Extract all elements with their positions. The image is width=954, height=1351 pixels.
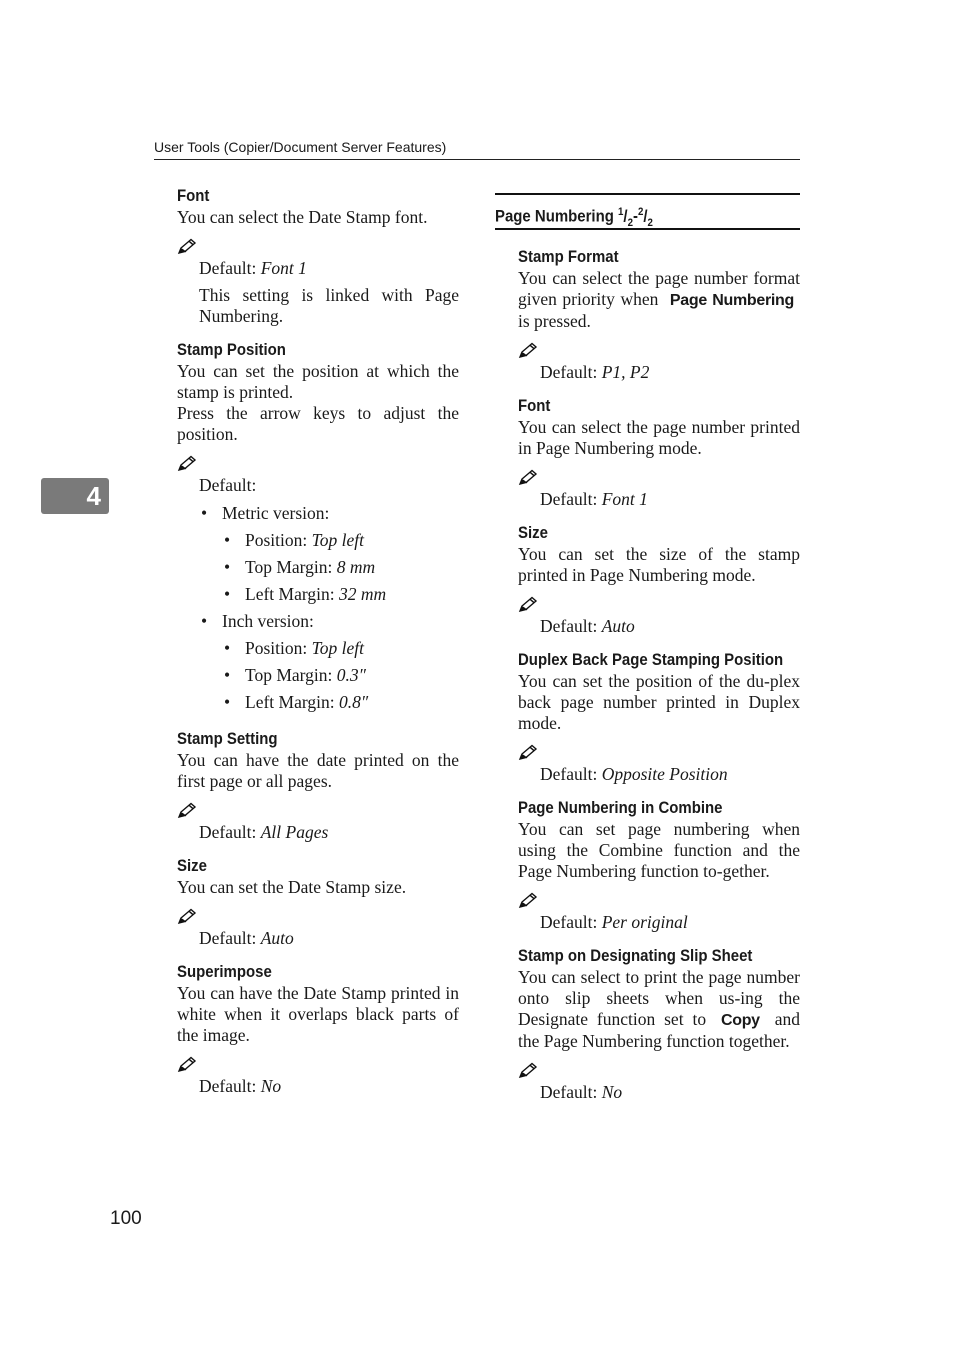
list-item: • Top Margin: 0.3″ <box>222 662 459 689</box>
stamp-position-section <box>177 339 459 716</box>
note-pencil-icon <box>177 1056 197 1074</box>
stamp-position-default: Default: • Metric version: • Position: Top left • Top Margin: 8 mm • Left Margin: 32 mm • Inch version: • Position: Top left • Top Margin: 0.3″ • Left Margin: 0.8″ <box>199 475 459 716</box>
copy-key: Copy <box>720 1012 760 1029</box>
list-item: • Left Margin: 32 mm <box>222 581 459 608</box>
list-item: • Top Margin: 8 mm <box>222 554 459 581</box>
chapter-tab: 4 <box>41 478 109 514</box>
font-linked-note: This setting is linked with Page Numbering. <box>199 285 459 326</box>
font-default: Default: Font 1 <box>199 258 307 278</box>
size-default: Default: Auto <box>199 928 294 948</box>
size-section <box>177 855 459 949</box>
font-section <box>177 185 459 327</box>
note-pencil-icon <box>518 892 538 910</box>
page-numbering-key: Page Numbering <box>669 292 795 309</box>
note-pencil-icon <box>177 802 197 820</box>
right-column <box>495 193 800 1115</box>
size-description: You can set the Date Stamp size. <box>177 877 407 897</box>
slip-sheet-default: Default: No <box>540 1082 623 1102</box>
superimpose-section <box>177 961 459 1097</box>
pn-font-default: Default: Font 1 <box>540 489 648 509</box>
duplex-section <box>518 649 800 785</box>
pn-size-section <box>518 522 800 637</box>
stamp-position-description: You can set the position at which the stamp is printed. <box>177 361 459 402</box>
stamp-position-heading: Stamp Position <box>177 340 286 359</box>
duplex-description: You can set the position of the du-plex back page number printed in Duplex mode. <box>518 671 800 733</box>
pn-font-section <box>518 395 800 510</box>
note-pencil-icon <box>177 238 197 256</box>
version-list <box>199 500 459 716</box>
list-item: • Left Margin: 0.8″ <box>222 689 459 716</box>
slip-sheet-description: You can select to print the page number onto slip sheets when us-ing the Designate function set to Copy and the Page Numbering function together. <box>518 967 800 1051</box>
note-pencil-icon <box>518 342 538 360</box>
superimpose-description: You can have the Date Stamp printed in white when it overlaps black parts of the image. <box>177 983 459 1045</box>
stamp-format-heading: Stamp Format <box>518 247 619 266</box>
combine-section <box>518 797 800 933</box>
font-description: You can select the Date Stamp font. <box>177 207 428 227</box>
pn-size-heading: Size <box>518 523 548 542</box>
font-heading: Font <box>177 186 210 205</box>
size-heading: Size <box>177 856 207 875</box>
note-pencil-icon <box>518 744 538 762</box>
combine-heading: Page Numbering in Combine <box>518 798 723 817</box>
note-pencil-icon <box>177 908 197 926</box>
note-pencil-icon <box>518 469 538 487</box>
page-number: 100 <box>110 1208 142 1229</box>
pn-size-description: You can set the size of the stamp printed in Page Numbering mode. <box>518 544 800 585</box>
stamp-format-description: You can select the page number format given priority when Page Numbering is pressed. <box>518 268 800 331</box>
stamp-setting-section <box>177 728 459 843</box>
stamp-format-section <box>518 246 800 383</box>
stamp-format-default: Default: P1, P2 <box>540 362 650 382</box>
stamp-setting-description: You can have the date printed on the first page or all pages. <box>177 750 459 791</box>
pn-font-description: You can select the page number printed in Page Numbering mode. <box>518 417 800 458</box>
combine-default: Default: Per original <box>540 912 688 932</box>
stamp-position-instruction: Press the arrow keys to adjust the position. <box>177 403 459 444</box>
note-pencil-icon <box>177 455 197 473</box>
slip-sheet-section <box>518 945 800 1103</box>
note-pencil-icon <box>518 596 538 614</box>
note-pencil-icon <box>518 1062 538 1080</box>
slip-sheet-heading: Stamp on Designating Slip Sheet <box>518 946 753 965</box>
metric-version-item: • Metric version: • Position: Top left • Top Margin: 8 mm • Left Margin: 32 mm <box>199 500 459 608</box>
pn-font-heading: Font <box>518 396 551 415</box>
inch-version-item: • Inch version: • Position: Top left • Top Margin: 0.3″ • Left Margin: 0.8″ <box>199 608 459 716</box>
superimpose-default: Default: No <box>199 1076 282 1096</box>
section-title-box <box>495 193 800 230</box>
left-column <box>177 185 459 1109</box>
combine-description: You can set page numbering when using the Combine function and the Page Numbering function to-gether. <box>518 819 800 881</box>
page-header: User Tools (Copier/Document Server Features) <box>154 139 800 160</box>
duplex-heading: Duplex Back Page Stamping Position <box>518 650 784 669</box>
list-item: • Position: Top left <box>222 635 459 662</box>
stamp-setting-default: Default: All Pages <box>199 822 329 842</box>
superimpose-heading: Superimpose <box>177 962 272 981</box>
pn-size-default: Default: Auto <box>540 616 635 636</box>
duplex-default: Default: Opposite Position <box>540 764 728 784</box>
list-item: • Position: Top left <box>222 527 459 554</box>
stamp-setting-heading: Stamp Setting <box>177 729 278 748</box>
section-title: Page Numbering $^1/_2-^2/_2$ <box>495 206 653 230</box>
